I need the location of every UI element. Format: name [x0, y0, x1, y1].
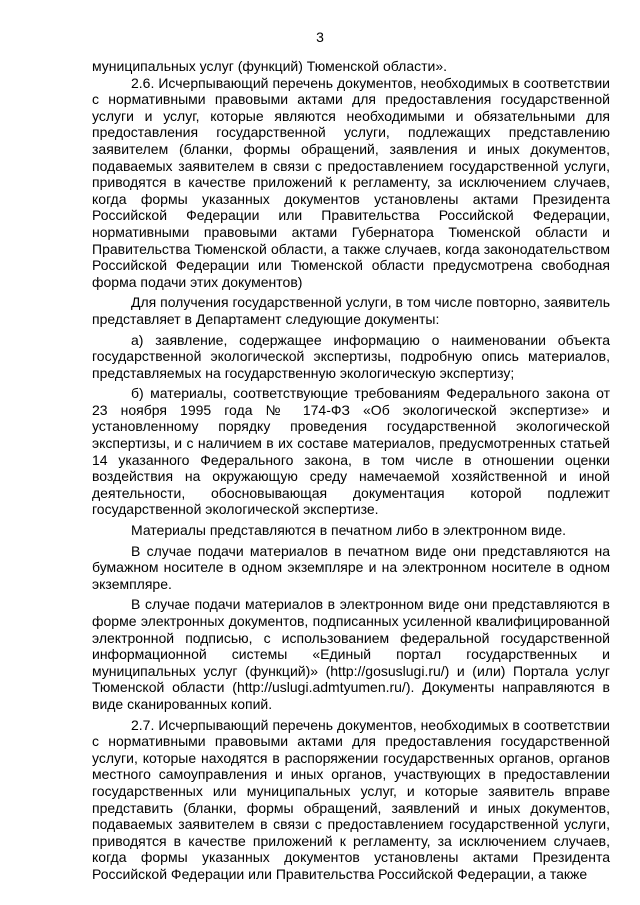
paragraph-2-7: 2.7. Исчерпывающий перечень документов, необходимых в соответствии с нормативными правовыми актами для предоставления государственной услуги, которые находятся в распоряжении государственных органов, органов местного самоуправления и иных органов, участвующих в предоставлении государственных или муниципальных услуг, и которые заявитель вправе представить (бланки, формы обращений, заявлений и иных документов, подаваемых заявителем в связи с предоставлением государственной услуги, приводятся в качестве приложений к регламенту, за исключением случаев, когда формы указанных документов установлены актами Президента Российской Федерации или Правительства Российской Федерации, а также	[92, 716, 610, 882]
document-body	[92, 58, 610, 883]
paragraph-item-a: а) заявление, содержащее информацию о наименовании объекта государственной экологической экспертизы, подробную опись материалов, представляемых на государственную экологическую экспертизу;	[92, 331, 610, 381]
paragraph-item-b: б) материалы, соответствующие требованиям Федерального закона от 23 ноября 1995 года № 174-ФЗ «Об экологической экспертизе» и установленному порядку проведения государственной экологической экспертизы, и с наличием в их составе материалов, предусмотренных статьей 14 указанного Федерального закона, в том числе в отношении оценки воздействия на окружающую среду намечаемой хозяйственной и иной деятельности, обосновывающая документация которой подлежит государственной экологической экспертизе.	[92, 385, 610, 518]
paragraph-2-6: 2.6. Исчерпывающий перечень документов, необходимых в соответствии с нормативными правовыми актами для предоставления государственной услуги и услуг, которые являются необходимыми и обязательными для предоставления государственной услуги, подлежащих представлению заявителем (бланки, формы обращений, заявления и иных документов, подаваемых заявителем в связи с предоставлением государственной услуги, приводятся в качестве приложений к регламенту, за исключением случаев, когда формы указанных документов установлены актами Президента Российской Федерации или Правительства Российской Федерации, нормативными правовыми актами Губернатора Тюменской области и Правительства Тюменской области, а также случаев, когда законодательством Российской Федерации или Тюменской области предусмотрена свободная форма подачи этих документов)	[92, 74, 610, 290]
paragraph-documents-intro: Для получения государственной услуги, в том числе повторно, заявитель представляет в Департамент следующие документы:	[92, 294, 611, 327]
paragraph-materials-form: Материалы представляются в печатном либо в электронном виде.	[131, 522, 567, 539]
page-number: 3	[316, 29, 324, 45]
paragraph-electronic-submission: В случае подачи материалов в электронном виде они представляются в форме электронных документов, подписанных усиленной квалифицированной электронной подписью, с использованием федеральной государственной информационной системы «Единый портал государственных и муниципальных услуг (функций)» (http://gosuslugi.ru/) и (или) Портала услуг Тюменской области (http://uslugi.admtyumen.ru/). Документы направляются в виде сканированных копий.	[92, 596, 610, 712]
paragraph-paper-submission: В случае подачи материалов в печатном виде они представляются на бумажном носителе в одном экземпляре и на электронном носителе в одном экземпляре.	[92, 542, 610, 592]
paragraph-continuation: муниципальных услуг (функций) Тюменской области».	[92, 58, 448, 74]
